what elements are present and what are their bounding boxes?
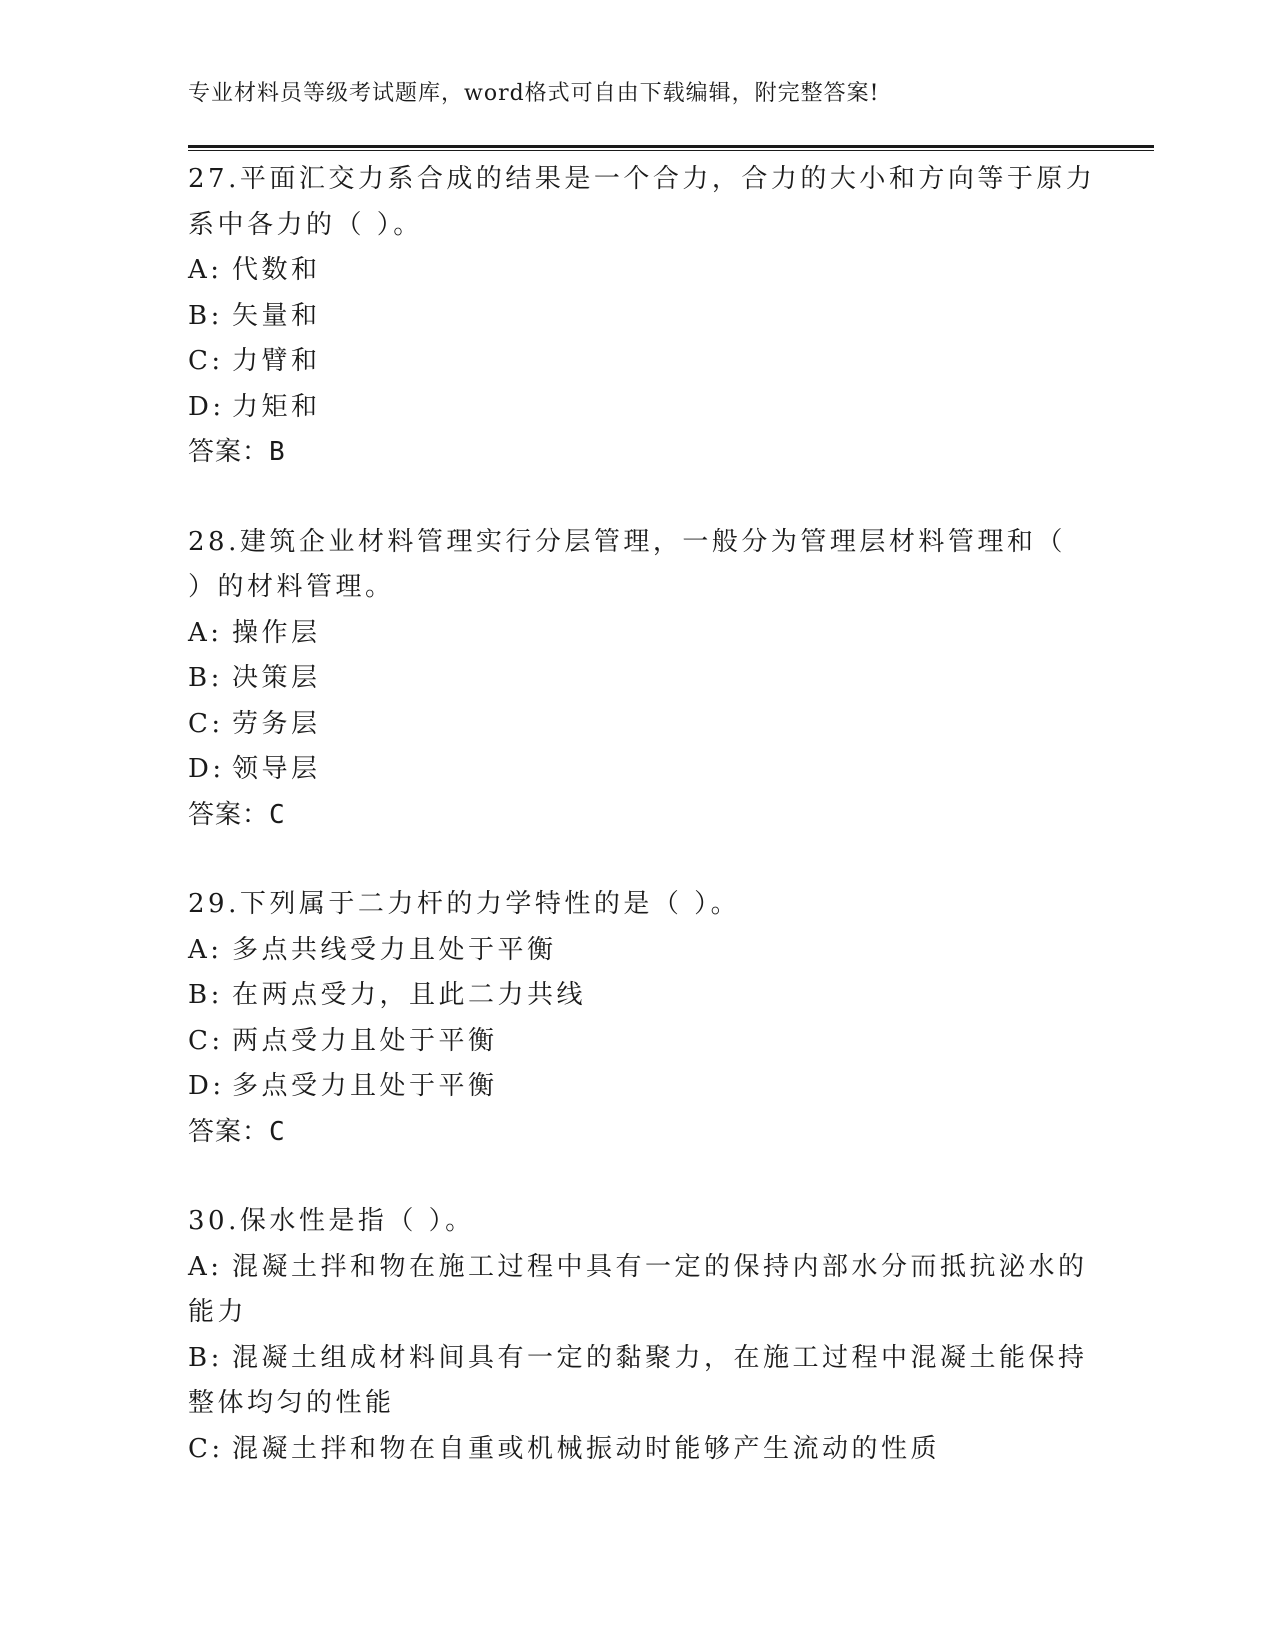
option-text: 代数和 — [232, 255, 321, 285]
option-letter: D: — [188, 1071, 225, 1101]
question-stem-line: 29.下列属于二力杆的力学特性的是（ ）。 — [188, 889, 741, 919]
option-letter: C: — [188, 346, 224, 376]
option-text: 力臂和 — [232, 346, 321, 376]
option-b-continuation: 整体均匀的性能 — [188, 1388, 395, 1418]
option-b — [188, 294, 1088, 340]
option-letter: A: — [188, 1251, 223, 1282]
option-letter: A: — [188, 255, 223, 285]
option-a — [188, 611, 1088, 657]
option-letter: C: — [188, 1025, 224, 1056]
option-text: 劳务层 — [232, 708, 321, 739]
question-stem-line: 系中各力的（ ）。 — [188, 209, 423, 240]
answer-label: 答案： — [188, 437, 270, 467]
question-28 — [188, 520, 1088, 839]
header-divider-thin — [188, 150, 1154, 151]
option-c — [188, 1019, 1088, 1065]
option-a — [188, 1245, 1088, 1291]
question-27 — [188, 157, 1096, 476]
option-text: 混凝土拌和物在施工过程中具有一定的保持内部水分而抵抗泌水的 — [232, 1251, 1088, 1282]
answer-value: B — [269, 437, 289, 467]
option-letter: B: — [188, 980, 223, 1010]
option-text: 操作层 — [232, 617, 321, 648]
answer-line — [188, 1110, 1088, 1156]
option-text: 混凝土拌和物在自重或机械振动时能够产生流动的性质 — [232, 1433, 941, 1464]
option-c — [188, 1427, 1088, 1473]
answer-value: C — [269, 1116, 289, 1147]
answer-label: 答案： — [188, 1116, 270, 1147]
option-letter: B: — [188, 1342, 223, 1373]
question-stem-line: 27.平面汇交力系合成的结果是一个合力，合力的大小和方向等于原力 — [188, 164, 1096, 194]
answer-line — [188, 793, 1088, 839]
answer-line — [188, 430, 1088, 476]
option-letter: A: — [188, 617, 223, 648]
question-29 — [188, 882, 1088, 1155]
question-list — [188, 157, 1096, 1516]
option-text: 混凝土组成材料间具有一定的黏聚力，在施工过程中混凝土能保持 — [232, 1342, 1088, 1373]
option-text: 在两点受力，且此二力共线 — [232, 980, 587, 1010]
option-letter: C: — [188, 1433, 224, 1464]
option-c — [188, 702, 1088, 748]
option-a-continuation: 能力 — [188, 1297, 248, 1327]
option-b — [188, 656, 1088, 702]
header-divider-thick — [188, 145, 1154, 148]
option-text: 两点受力且处于平衡 — [232, 1025, 498, 1056]
option-text: 多点共线受力且处于平衡 — [232, 934, 557, 965]
option-letter: D: — [188, 754, 225, 784]
option-letter: A: — [188, 934, 223, 965]
option-c — [188, 339, 1088, 385]
option-text: 多点受力且处于平衡 — [232, 1071, 498, 1101]
option-b — [188, 1336, 1088, 1382]
question-stem-line: 30.保水性是指（ ）。 — [188, 1206, 475, 1236]
option-text: 力矩和 — [232, 391, 321, 422]
option-text: 矢量和 — [232, 300, 321, 331]
question-stem-line: 28.建筑企业材料管理实行分层管理，一般分为管理层材料管理和（ — [188, 526, 1066, 557]
question-stem-line: ）的材料管理。 — [188, 572, 395, 602]
option-d — [188, 747, 1088, 793]
option-d — [188, 1064, 1088, 1110]
option-text: 领导层 — [232, 754, 321, 784]
option-a — [188, 248, 1088, 294]
option-letter: B: — [188, 300, 223, 331]
option-letter: B: — [188, 663, 223, 693]
answer-value: C — [269, 799, 289, 830]
option-letter: D: — [188, 391, 225, 422]
option-d — [188, 385, 1088, 431]
answer-label: 答案： — [188, 799, 270, 830]
question-30 — [188, 1199, 1088, 1472]
option-text: 决策层 — [232, 663, 321, 693]
option-a — [188, 928, 1088, 974]
option-b — [188, 973, 1088, 1019]
option-letter: C: — [188, 708, 224, 739]
page-header: 专业材料员等级考试题库，word格式可自由下载编辑，附完整答案! — [188, 81, 880, 106]
